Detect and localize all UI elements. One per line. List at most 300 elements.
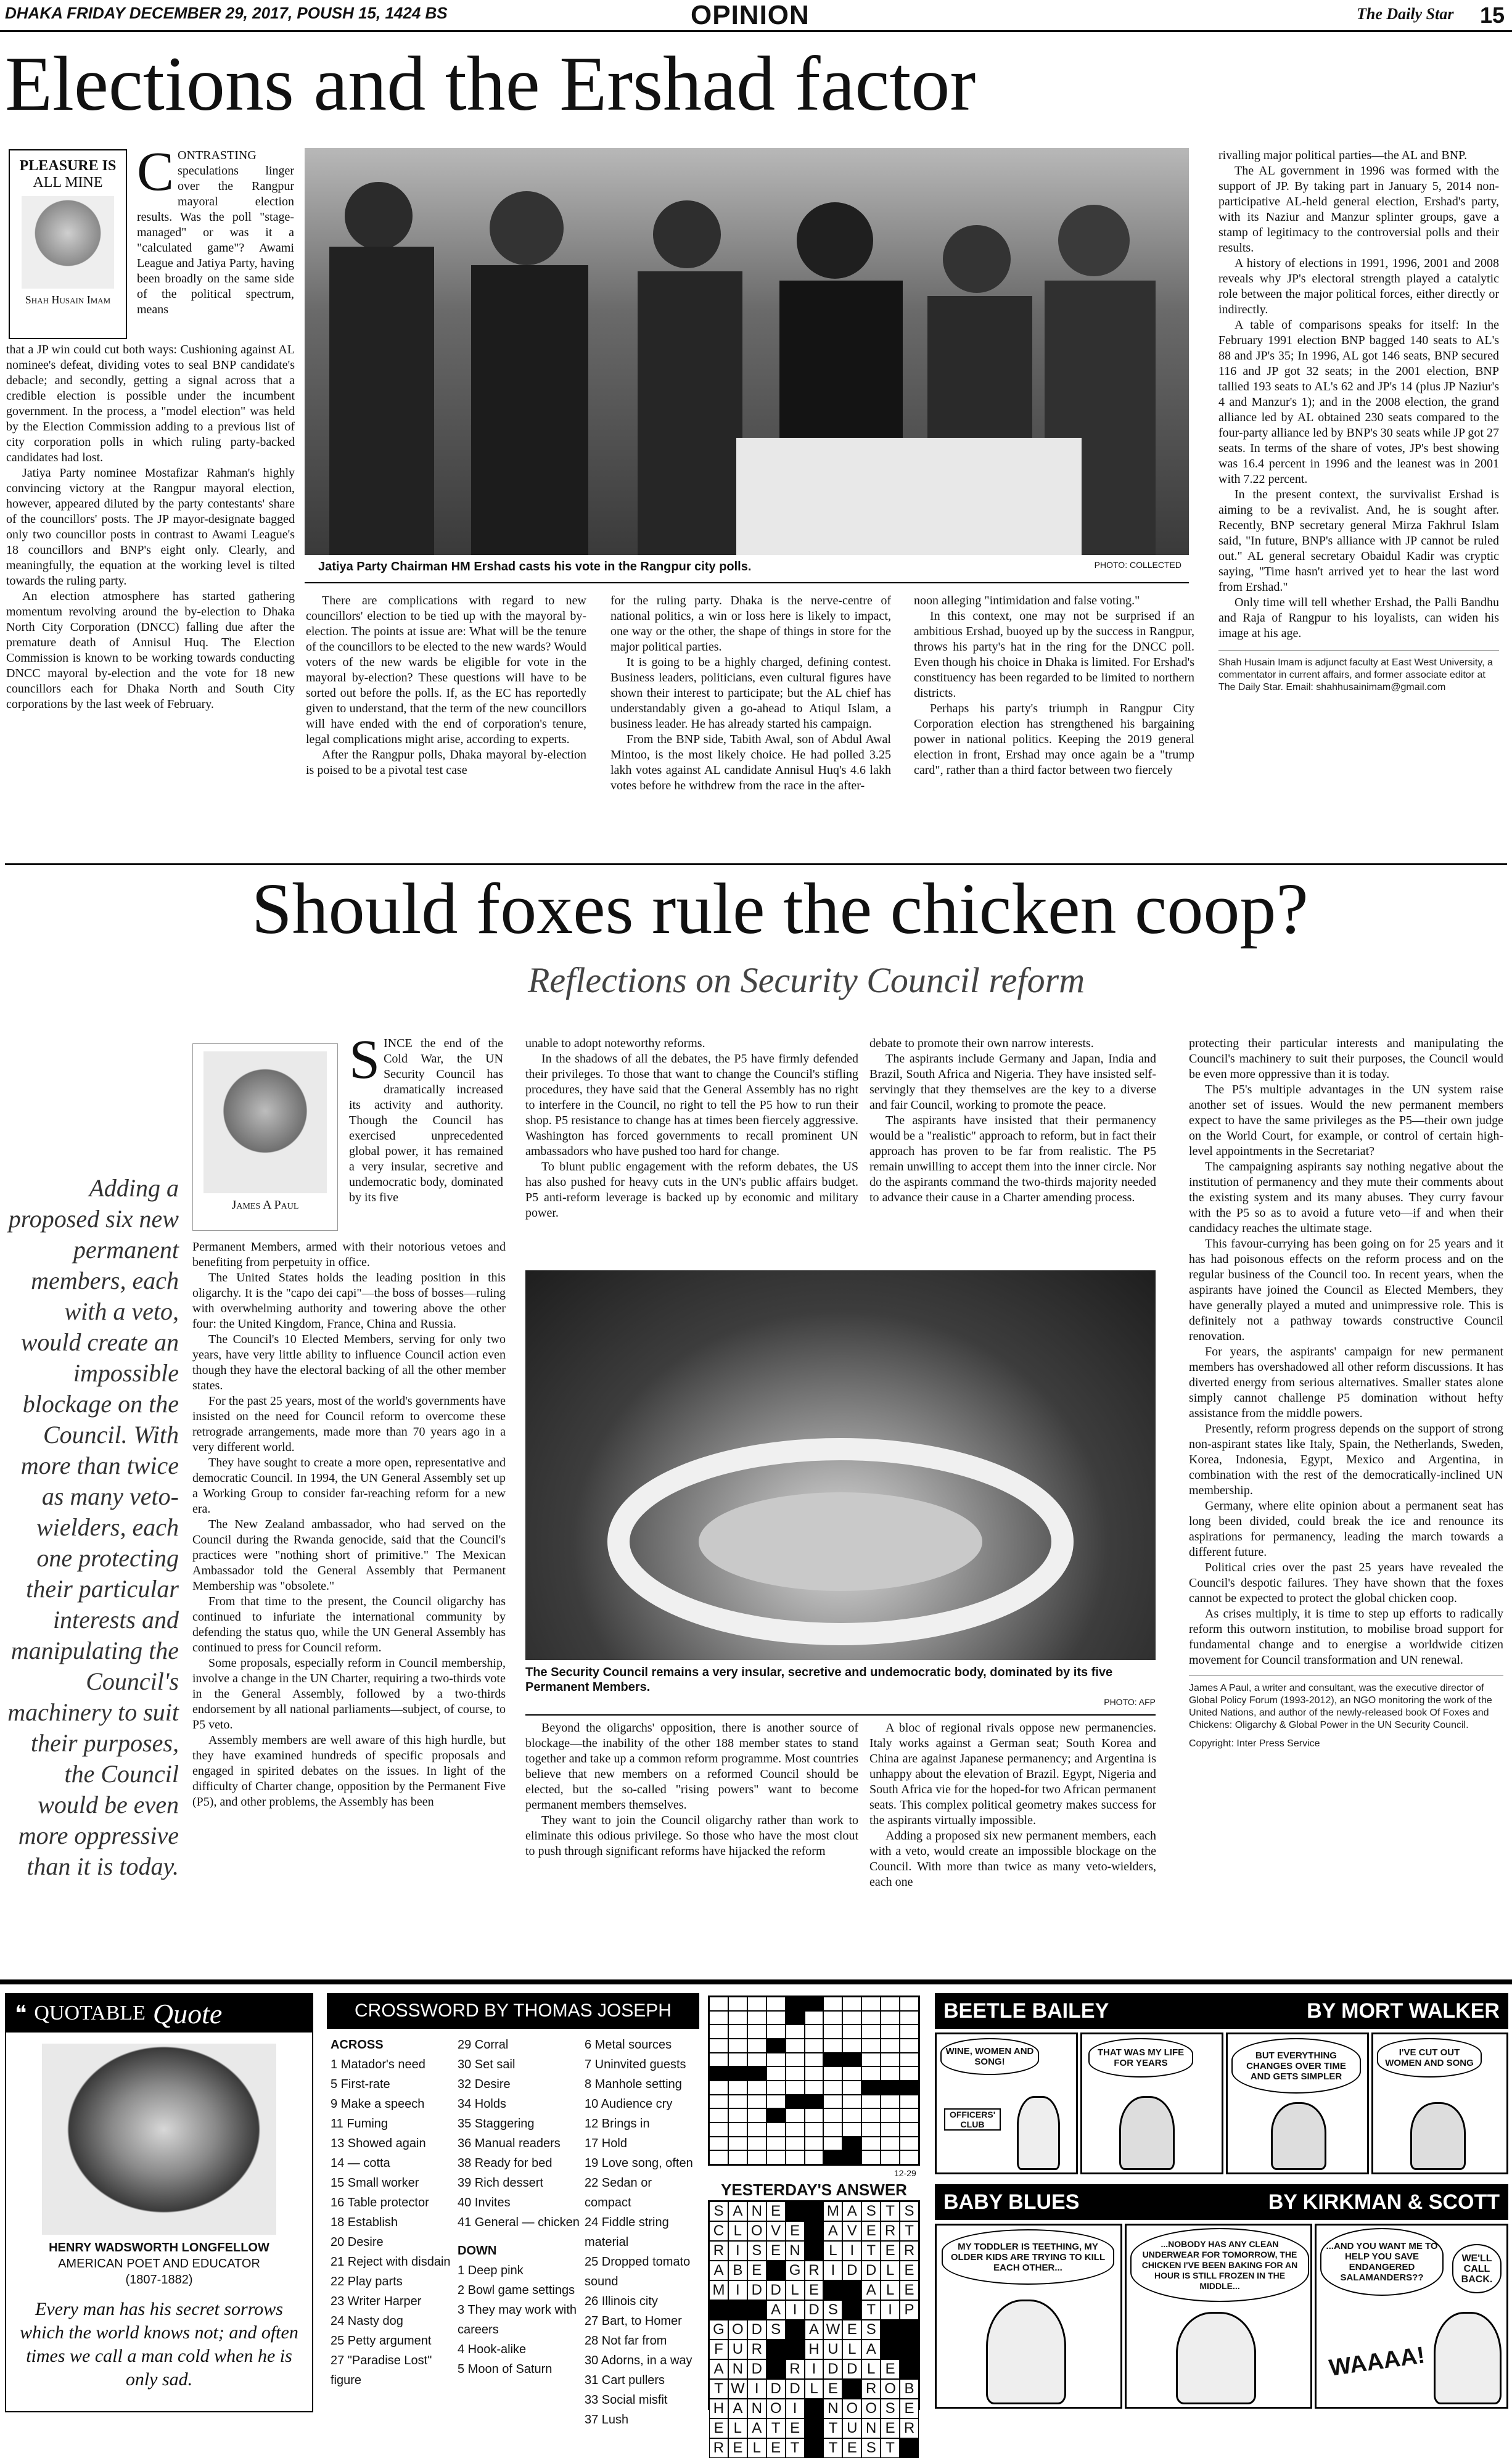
grid-cell[interactable] [747, 2024, 766, 2039]
speech-bubble: WE'LL CALL BACK. [1452, 2244, 1502, 2293]
quote-years: (1807-1882) [125, 2273, 193, 2287]
paragraph: for the ruling party. Dhaka is the nerve-centre of national politics, a win or loss here is likely to impact, one way or the other, the shape of things in store for the major political parties. [610, 594, 891, 654]
grid-cell[interactable] [728, 2081, 747, 2095]
answer-cell: N [728, 2359, 747, 2379]
answer-cell: D [786, 2379, 805, 2399]
answer-cell: A [842, 2201, 861, 2221]
answer-cell: U [823, 2340, 842, 2359]
answer-cell: O [747, 2221, 766, 2241]
photo-caption [318, 560, 1181, 574]
grid-cell[interactable] [881, 2123, 900, 2137]
paragraph: noon alleging "intimidation and false voting." [914, 594, 1140, 607]
answer-cell: E [861, 2221, 881, 2241]
grid-cell[interactable] [805, 2024, 824, 2039]
grid-cell[interactable] [805, 2095, 824, 2109]
grid-cell[interactable] [786, 2095, 805, 2109]
answer-cell: I [823, 2261, 842, 2280]
answer-cell: L [823, 2241, 842, 2261]
answer-cell: R [900, 2241, 919, 2261]
crossword-header: CROSSWORD BY THOMAS JOSEPH [327, 1993, 699, 2029]
answer-cell [900, 2320, 919, 2340]
answer-cell: R [709, 2438, 728, 2458]
grid-cell[interactable] [728, 2024, 747, 2039]
grid-cell[interactable] [861, 2095, 881, 2109]
grid-cell[interactable] [881, 1997, 900, 2011]
grid-cell[interactable] [747, 2066, 766, 2081]
grid-cell[interactable] [823, 2137, 842, 2151]
article2-col4 [1189, 1036, 1503, 1750]
baby-cry-text: WAAAA! [1327, 2342, 1427, 2382]
answer-cell: S [823, 2300, 842, 2320]
article1-intro [137, 141, 294, 318]
grid-cell[interactable] [709, 2066, 728, 2081]
grid-cell[interactable] [786, 2081, 805, 2095]
answer-cell [709, 2300, 728, 2320]
answer-cell [881, 2320, 900, 2340]
grid-cell[interactable] [786, 2108, 805, 2123]
grid-cell[interactable] [861, 2011, 881, 2025]
answer-cell: S [900, 2201, 919, 2221]
clue: 14 — cotta [331, 2156, 390, 2170]
paragraph: protecting their particular interests and manipulating the Council's machinery to suit their purposes, the Council would be even more oppressive than it is today. [1189, 1037, 1503, 1081]
answer-cell: L [842, 2340, 861, 2359]
grid-cell[interactable] [766, 2081, 786, 2095]
general-figure [1271, 2102, 1326, 2170]
answer-cell: O [861, 2399, 881, 2419]
grid-cell[interactable] [709, 1997, 728, 2011]
grid-cell[interactable] [786, 2053, 805, 2067]
answer-cell: U [728, 2340, 747, 2359]
grid-cell[interactable] [842, 2137, 861, 2151]
paragraph: They have sought to create a more open, representative and democratic Council. In 1994, the UN General Assembly set up a Working Group to consider far-reaching reform for a new era. [192, 1456, 506, 1516]
beetle-bailey-header [935, 1993, 1508, 2029]
answer-cell: M [823, 2201, 842, 2221]
grid-cell[interactable] [842, 2150, 861, 2164]
grid-cell[interactable] [861, 2066, 881, 2081]
answer-cell: E [881, 2359, 900, 2379]
answer-cell: E [766, 2438, 786, 2458]
answer-cell: E [786, 2221, 805, 2241]
grid-cell[interactable] [900, 2039, 919, 2053]
grid-cell[interactable] [766, 2095, 786, 2109]
grid-cell[interactable] [842, 2108, 861, 2123]
grid-cell[interactable] [805, 2011, 824, 2025]
grid-cell[interactable] [842, 2081, 861, 2095]
beetle-panel-2 [1080, 2033, 1223, 2174]
answer-cell: C [709, 2221, 728, 2241]
photo-caption [525, 1665, 1156, 1709]
answer-cell: D [747, 2359, 766, 2379]
paragraph: Political cries over the past 25 years have revealed the Council's despotic failures. They have shown that the foxes cannot be expected to protect the global chicken coop. [1189, 1561, 1503, 1605]
grid-cell[interactable] [786, 2137, 805, 2151]
answer-cell: A [747, 2419, 766, 2438]
grid-cell[interactable] [766, 2123, 786, 2137]
grid-cell[interactable] [881, 2150, 900, 2164]
author-bio: Shah Husain Imam is adjunct faculty at East West University, a commentator in current affairs, and former associate editor at The Daily Star. Email: shahhusainimam@gmail.com [1218, 650, 1499, 694]
grid-cell[interactable] [861, 1997, 881, 2011]
article2-subhead: Reflections on Security Council reform [528, 960, 1085, 1000]
grid-cell[interactable] [805, 1997, 824, 2011]
grid-cell[interactable] [861, 2150, 881, 2164]
quote-role: AMERICAN POET AND EDUCATOR [58, 2257, 260, 2271]
grid-cell[interactable] [881, 2066, 900, 2081]
grid-cell[interactable] [881, 2081, 900, 2095]
grid-cell[interactable] [900, 2011, 919, 2025]
answer-cell: E [766, 2201, 786, 2221]
grid-cell[interactable] [861, 2039, 881, 2053]
article1-headline: Elections and the Ershad factor [5, 41, 976, 127]
paragraph: The AL government in 1996 was formed with the support of JP. By taking part in January 5, 2014 non-participative AL-held general election, Ershad's party, with its Naziur and Manzur splinter groups, gave a stamp of legitimacy to the controversial polls and their results. [1218, 164, 1499, 255]
grid-cell[interactable] [747, 2137, 766, 2151]
grid-cell[interactable] [709, 2137, 728, 2151]
clue: 39 Rich dessert [458, 2176, 543, 2190]
author-tag: Shah Husain Imam [25, 294, 111, 306]
answer-cell [786, 2201, 805, 2221]
grid-cell[interactable] [747, 2123, 766, 2137]
photo-credit: PHOTO: AFP [1104, 1697, 1156, 1707]
paragraph: In this context, one may not be surprised if an ambitious Ershad, buoyed up by the success in Rangpur, throws his party's hat in the ring for the DNCC poll. Even though his choice in Dhaka is limited. For Ershad's constituency has been regarded to be limited to northern districts. [914, 609, 1194, 700]
answer-cell: T [786, 2438, 805, 2458]
grid-cell[interactable] [766, 2150, 786, 2164]
quote-icon: ❝ [15, 2001, 27, 2026]
answer-cell: L [805, 2379, 824, 2399]
grid-cell[interactable] [766, 2137, 786, 2151]
grid-cell[interactable] [728, 2108, 747, 2123]
grid-cell[interactable] [786, 2011, 805, 2025]
grid-cell[interactable] [747, 2108, 766, 2123]
grid-cell[interactable] [861, 2081, 881, 2095]
photo-credit: PHOTO: COLLECTED [1094, 560, 1181, 570]
grid-cell[interactable] [900, 2137, 919, 2151]
paragraph: The aspirants have insisted that their permanency would be a "realistic" approach to reform, but in fact their approach has proven to be far from realistic. The P5 remain unwilling to accept them into the inner circle. Nor do the aspirants command the two-thirds majority needed to advance their cause in a Charter amending process. [869, 1114, 1156, 1204]
grid-cell[interactable] [823, 2150, 842, 2164]
across-col-b [458, 2035, 581, 2379]
caption-text: Jatiya Party Chairman HM Ershad casts his vote in the Rangpur city polls. [318, 560, 752, 573]
page-header [0, 0, 1512, 32]
grid-cell[interactable] [786, 2150, 805, 2164]
answer-cell: L [881, 2261, 900, 2280]
grid-cell[interactable] [842, 1997, 861, 2011]
quote-label: QUOTABLE [34, 2002, 146, 2024]
grid-cell[interactable] [900, 2150, 919, 2164]
grid-cell[interactable] [842, 2095, 861, 2109]
answer-cell: O [728, 2320, 747, 2340]
answer-cell: T [861, 2300, 881, 2320]
grid-cell[interactable] [766, 2024, 786, 2039]
grid-cell[interactable] [881, 2011, 900, 2025]
paragraph: A table of comparisons speaks for itself: In the February 1991 election BNP bagged 140 seats to AL's 88 and JP's 35; In 1996, AL got 146 seats, BNP secured 116 and JP got 32 seats; in the 2001 election, BNP tallied 193 seats to AL's 62 and JP's 14 (plus JP Naziur's 4 and Manzur's 1); and in the 2008 election, the grand alliance led by AL obtained 230 seats compared to the four-party alliance led by BNP's 30 seats while JP got 27 seats. In terms of the share of votes, JP's best showing was 16.4 percent in 1996 and the leanest was in 2001 with 7.22 percent. [1218, 318, 1499, 486]
grid-cell[interactable] [709, 2011, 728, 2025]
answer-cell: I [728, 2241, 747, 2261]
answer-cell: T [709, 2379, 728, 2399]
paragraph: From the BNP side, Tabith Awal, son of Abdul Awal Mintoo, is the most likely choice. He had polled 3.25 lakh votes against AL candidate Annisul Huq's 4.6 lakh votes before he withdrew from the race in the after- [610, 733, 891, 792]
grid-cell[interactable] [861, 2123, 881, 2137]
grid-cell[interactable] [823, 2024, 842, 2039]
baby-blues-header [935, 2184, 1508, 2220]
grid-cell[interactable] [861, 2108, 881, 2123]
grid-cell[interactable] [709, 2039, 728, 2053]
grid-cell[interactable] [823, 2011, 842, 2025]
grid-cell[interactable] [786, 2039, 805, 2053]
answer-cell: E [881, 2419, 900, 2438]
grid-cell[interactable] [747, 2150, 766, 2164]
answer-cell: B [900, 2379, 919, 2399]
answer-cell: E [842, 2438, 861, 2458]
author-photo [203, 1051, 327, 1193]
grid-cell[interactable] [881, 2137, 900, 2151]
answer-cell: D [842, 2261, 861, 2280]
answer-cell [842, 2379, 861, 2399]
article2-intro [349, 1029, 503, 1206]
grid-cell[interactable] [786, 1997, 805, 2011]
masthead-logo: The Daily Star [1357, 5, 1454, 23]
answer-cell: N [747, 2399, 766, 2419]
speech-bubble: WINE, WOMEN AND SONG! [940, 2038, 1039, 2075]
clue: 7 Uninvited guests [585, 2058, 686, 2071]
answer-cell: A [728, 2399, 747, 2419]
answer-cell [881, 2340, 900, 2359]
answer-grid [708, 2200, 920, 2456]
grid-cell[interactable] [823, 2066, 842, 2081]
grid-cell[interactable] [786, 2024, 805, 2039]
clue: 23 Writer Harper [331, 2295, 422, 2308]
paragraph: For the past 25 years, most of the world's governments have insisted on the need for Council reform to overcome these retrograde arrangements, made more than 70 years ago in a very different world. [192, 1394, 506, 1454]
answer-cell: W [823, 2320, 842, 2340]
grid-cell[interactable] [881, 2095, 900, 2109]
answer-cell: L [747, 2438, 766, 2458]
author-bio: James A Paul, a writer and consultant, was the executive director of Global Policy Forum (1993-2012), an NGO monitoring the work of the United Nations, and author of the newly-released book Of Foxes and Chickens: Oligarchy & Global Power in the UN Security Council. [1189, 1675, 1503, 1732]
grid-cell[interactable] [766, 2011, 786, 2025]
clue: 5 Moon of Saturn [458, 2362, 553, 2376]
answer-cell: P [900, 2300, 919, 2320]
comic-author: BY MORT WALKER [1307, 1999, 1500, 2023]
grid-cell[interactable] [881, 2039, 900, 2053]
paragraph: For years, the aspirants' campaign for new permanent members has overshadowed all other reform discussions. It has diverted energy from serious alternatives. Smaller states alone simply cannot challenge P5 domination without hefty assistance from the middle powers. [1189, 1345, 1503, 1420]
paragraph: They want to join the Council oligarchy rather than work to eliminate this odious privilege. So those who have the most clout to push through significant reforms have hijacked the reform [525, 1814, 858, 1858]
grid-cell[interactable] [861, 2024, 881, 2039]
answer-cell: T [900, 2221, 919, 2241]
grid-cell[interactable] [709, 2024, 728, 2039]
answer-cell [900, 2359, 919, 2379]
clue: 12 Brings in [585, 2117, 650, 2131]
quote-text: Every man has his secret sorrows which the world knows not; and often times we call a man cold when he is only sad. [20, 2299, 298, 2390]
answer-cell [900, 2340, 919, 2359]
clue: 27 "Paradise Lost" figure [331, 2354, 432, 2387]
answer-cell: S [861, 2438, 881, 2458]
clue: 4 Hook-alike [458, 2343, 527, 2356]
grid-cell[interactable] [823, 2108, 842, 2123]
grid-cell[interactable] [900, 2024, 919, 2039]
answer-cell: I [786, 2399, 805, 2419]
answer-cell [786, 2320, 805, 2340]
grid-cell[interactable] [766, 2053, 786, 2067]
grid-cell[interactable] [823, 2095, 842, 2109]
answer-cell: F [709, 2340, 728, 2359]
grid-cell[interactable] [728, 2150, 747, 2164]
grid-cell[interactable] [805, 2053, 824, 2067]
paragraph: The P5's multiple advantages in the UN system raise another set of issues. Would the new permanent members expect to have the same privileges as the P5—their own judge on the World Court, for example, or control of certain high-level appointments in the Secretariat? [1189, 1083, 1503, 1158]
grid-cell[interactable] [728, 2011, 747, 2025]
answer-cell: G [709, 2320, 728, 2340]
answer-cell: E [823, 2379, 842, 2399]
paragraph: The aspirants include Germany and Japan, India and Brazil, South Africa and Nigeria. They have insisted self-servingly that they themselves are the key to a diverse and fair Council, working to promote the peace. [869, 1052, 1156, 1112]
grid-cell[interactable] [747, 1997, 766, 2011]
grid-cell[interactable] [842, 2123, 861, 2137]
answer-cell: T [766, 2419, 786, 2438]
grid-cell[interactable] [900, 2123, 919, 2137]
grid-cell[interactable] [747, 2011, 766, 2025]
paragraph: An election atmosphere has started gathering momentum revolving around the by-election to Dhaka North City Corporation (DNCC) falling due after the premature death of Annisul Huq. The Election Commission is known to be working towards conducting DNCC mayoral by-election and the vote for 18 new councillors each for Dhaka North and South City corporations by the last week of February. [6, 590, 295, 711]
answer-cell: I [728, 2280, 747, 2300]
grid-cell[interactable] [805, 2039, 824, 2053]
officers-club-sign: OFFICERS' CLUB [944, 2108, 1001, 2131]
paragraph: There are complications with regard to new councillors' election to be tied up with the mayoral by-election. The points at issue are: What will be the tenure of the councillors to be elected to the new wards? Would voters of the new wards be eligible for vote in the mayoral by-election? These questions will have to be sorted out before the polls. If, as the EC has reportedly given to understand, that the term of the new councillors will have ended with the end of corporation's tenure, legal complications might arise, according to experts. [306, 594, 586, 746]
paragraph: The United States holds the leading position in this oligarchy. It is the "capo dei capi"—the boss of bosses—ruling with overwhelming authority and towering above the other four: the United Kingdom, France, China and Russia. [192, 1271, 506, 1331]
paragraph: debate to promote their own narrow interests. [869, 1037, 1094, 1050]
clue: 10 Audience cry [585, 2097, 673, 2111]
paragraph: The New Zealand ambassador, who had served on the Council during the Rwanda genocide, said that the Council's practices were "nothing short of primitive." The Mexican Ambassador told the General Assembly that Permanent Membership was "obsolete." [192, 1518, 506, 1593]
grid-cell[interactable] [747, 2081, 766, 2095]
dropcap: S [349, 1029, 380, 1090]
grid-cell[interactable] [823, 2053, 842, 2067]
grid-cell[interactable] [728, 2137, 747, 2151]
grid-cell[interactable] [823, 2123, 842, 2137]
grid-cell[interactable] [786, 2066, 805, 2081]
clue: 37 Lush [585, 2413, 629, 2427]
caption-text: The Security Council remains a very insular, secretive and undemocratic body, dominated by its five Permanent Members. [525, 1666, 1113, 1694]
grid-cell[interactable] [842, 2053, 861, 2067]
answer-cell: N [747, 2201, 766, 2221]
grid-cell[interactable] [823, 1997, 842, 2011]
answer-cell: R [805, 2261, 824, 2280]
crossword-grid[interactable] [708, 1996, 920, 2166]
clue: 21 Reject with disdain [331, 2255, 451, 2269]
grid-cell[interactable] [709, 2108, 728, 2123]
grid-cell[interactable] [900, 2095, 919, 2109]
answer-cell: S [881, 2399, 900, 2419]
grid-cell[interactable] [786, 2123, 805, 2137]
grid-cell[interactable] [728, 2123, 747, 2137]
paragraph: Permanent Members, armed with their notorious vetoes and benefiting from perpetuity in office. [192, 1240, 506, 1269]
answer-cell: T [861, 2241, 881, 2261]
grid-cell[interactable] [709, 2053, 728, 2067]
grid-cell[interactable] [805, 2081, 824, 2095]
grid-cell[interactable] [805, 2123, 824, 2137]
answer-cell [823, 2280, 842, 2300]
grid-cell[interactable] [709, 2095, 728, 2109]
answer-cell: L [728, 2419, 747, 2438]
grid-cell[interactable] [881, 2024, 900, 2039]
grid-cell[interactable] [842, 2011, 861, 2025]
grid-cell[interactable] [747, 2039, 766, 2053]
clue: 36 Manual readers [458, 2137, 561, 2150]
grid-cell[interactable] [881, 2053, 900, 2067]
grid-cell[interactable] [747, 2095, 766, 2109]
grid-cell[interactable] [805, 2150, 824, 2164]
grid-cell[interactable] [709, 2123, 728, 2137]
grid-cell[interactable] [900, 1997, 919, 2011]
grid-cell[interactable] [842, 2024, 861, 2039]
answer-cell: U [842, 2419, 861, 2438]
grid-cell[interactable] [728, 1997, 747, 2011]
answer-cell [805, 2438, 824, 2458]
paragraph: Perhaps his party's triumph in Rangpur City Corporation election has strengthened his bargaining power in national politics. Keeping the 2019 general election in front, Ershad may once again be a "trump card", rather than a third factor between two fiercely [914, 702, 1194, 777]
grid-cell[interactable] [747, 2053, 766, 2067]
answer-cell: T [823, 2419, 842, 2438]
general-figure [1119, 2096, 1175, 2170]
speech-bubble: BUT EVERYTHING CHANGES OVER TIME AND GETS SIMPLER [1231, 2038, 1361, 2094]
answer-cell: W [728, 2379, 747, 2399]
answer-cell [805, 2419, 824, 2438]
quote-box [5, 1993, 313, 2412]
answer-cell [766, 2340, 786, 2359]
answer-cell: O [842, 2399, 861, 2419]
answer-cell: I [842, 2241, 861, 2261]
grid-cell[interactable] [900, 2108, 919, 2123]
grid-cell[interactable] [842, 2066, 861, 2081]
article2-headline: Should foxes rule the chicken coop? [252, 868, 1309, 949]
speech-bubble: ...NOBODY HAS ANY CLEAN UNDERWEAR FOR TOMORROW, THE CHICKEN I'VE BEEN BAKING FOR AN HOUR IS STILL FROZEN IN THE MIDDLE... [1130, 2228, 1309, 2302]
grid-cell[interactable] [881, 2108, 900, 2123]
grid-cell[interactable] [900, 2053, 919, 2067]
soldier-figure [1017, 2096, 1060, 2170]
intro-text: ONTRASTING speculations linger over the Rangpur mayoral election results. Was the poll "stage-managed" or was it a "calculated game"? Awami League and Jatiya Party, having been broadly on the same side of the political spectrum, means [137, 149, 294, 316]
grid-cell[interactable] [728, 2095, 747, 2109]
answer-cell [805, 2399, 824, 2419]
clue: 24 Nasty dog [331, 2314, 403, 2328]
grid-cell[interactable] [728, 2066, 747, 2081]
comic-title: BABY BLUES [943, 2190, 1080, 2214]
clue: 30 Adorns, in a way [585, 2354, 692, 2367]
grid-cell[interactable] [823, 2081, 842, 2095]
clue: 28 Not far from [585, 2334, 667, 2348]
grid-cell[interactable] [842, 2039, 861, 2053]
clue: 19 Love song, often [585, 2156, 693, 2170]
answer-cell: S [709, 2201, 728, 2221]
clue: 6 Metal sources [585, 2038, 672, 2052]
clue: 22 Sedan or compact [585, 2176, 652, 2209]
grid-cell[interactable] [805, 2066, 824, 2081]
grid-cell[interactable] [861, 2137, 881, 2151]
paragraph: The Council's 10 Elected Members, serving for only two years, have very little ability to influence Council action even though they have the electoral backing of all the other member states. [192, 1333, 506, 1392]
grid-cell[interactable] [861, 2053, 881, 2067]
grid-cell[interactable] [728, 2039, 747, 2053]
photo-table [525, 1270, 1156, 1660]
grid-cell[interactable] [766, 2108, 786, 2123]
grid-cell[interactable] [900, 2081, 919, 2095]
grid-cell[interactable] [728, 2053, 747, 2067]
grid-cell[interactable] [766, 2066, 786, 2081]
grid-cell[interactable] [709, 2150, 728, 2164]
dateline: DHAKA FRIDAY DECEMBER 29, 2017, POUSH 15, 1424 BS [5, 4, 448, 22]
grid-cell[interactable] [805, 2108, 824, 2123]
answer-cell: E [786, 2419, 805, 2438]
across-col-a [331, 2035, 454, 2390]
intro-text: INCE the end of the Cold War, the UN Security Council has dramatically increased its activity and authority. Though the Council has exercised unprecedented global power, it has remained a very insular, secretive and undemocratic body, dominated by its five [349, 1037, 503, 1204]
clue: 17 Hold [585, 2137, 627, 2150]
grid-cell[interactable] [709, 2081, 728, 2095]
paragraph: In the present context, the survivalist Ershad is aiming to be a revivalist. And, he is sought after. Recently, BNP secretary general Mirza Fakhrul Islam said, "In future, BNP's alliance with JP cannot be ruled out." AL general secretary Obaidul Kadir was cryptic saying, "Time hasn't arrived yet to hear the last word from Ershad." [1218, 488, 1499, 594]
grid-cell[interactable] [900, 2066, 919, 2081]
grid-cell[interactable] [766, 1997, 786, 2011]
paragraph: Assembly members are well aware of this high hurdle, but they have examined hundreds of specific proposals and engaged in spirited debates on the issues. In light of the difficulty of Charter change, opposition by the Permanent Five (P5), and other problems, the Assembly has been [192, 1733, 506, 1809]
clue: 18 Establish [331, 2216, 398, 2229]
grid-cell[interactable] [823, 2039, 842, 2053]
answer-cell: O [766, 2399, 786, 2419]
grid-cell[interactable] [805, 2137, 824, 2151]
grid-cell[interactable] [766, 2039, 786, 2053]
answer-cell: A [823, 2221, 842, 2241]
